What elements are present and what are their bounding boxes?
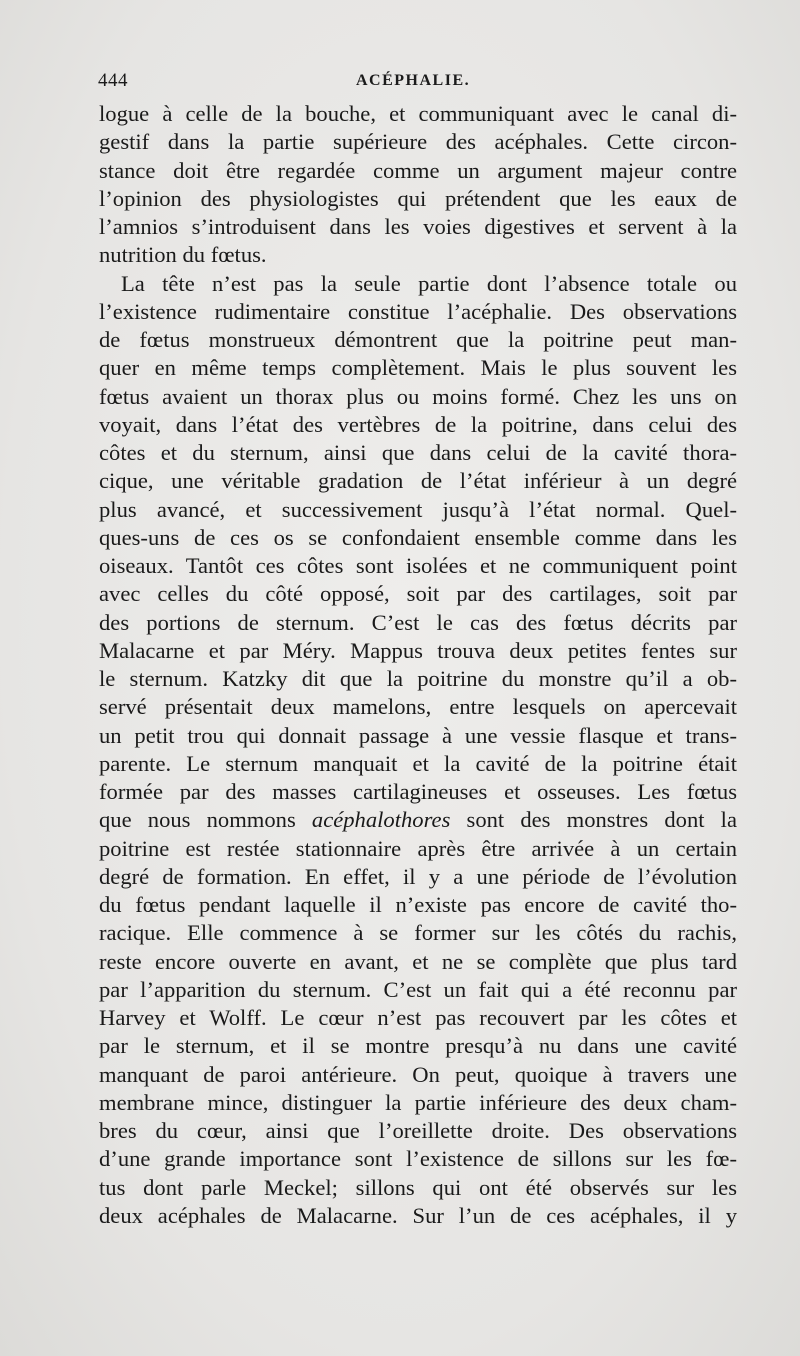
text-line: du fœtus pendant laquelle il n’existe pas encore de cavité tho-	[99, 892, 737, 917]
text-line: par le sternum, et il se montre presqu’à nu dans une cavité	[99, 1033, 737, 1059]
text-line: bres du cœur, ainsi que l’oreillette droite. Des observations	[99, 1118, 737, 1143]
text-line: degré de formation. En effet, il y a une période de l’évolution	[99, 863, 737, 889]
text-line: membrane mince, distinguer la partie inférieure des deux cham-	[99, 1089, 737, 1115]
text-line: cique, une véritable gradation de l’état inférieur à un degré	[99, 468, 737, 494]
text-line: formée par des masses cartilagineuses et osseuses. Les fœtus	[99, 779, 737, 804]
text-line: parente. Le sternum manquait et la cavité de la poitrine était	[99, 750, 737, 776]
text-line: côtes et du sternum, ainsi que dans celui de la cavité thora-	[99, 440, 737, 465]
text-line: que nous nommons acéphalothores sont des monstres dont la	[99, 807, 737, 833]
text-line: l’opinion des physiologistes qui prétendent que les eaux de	[99, 185, 737, 211]
text-line: servé présentait deux mamelons, entre lesquels on apercevait	[99, 694, 737, 720]
text-line: l’amnios s’introduisent dans les voies digestives et servent à la	[99, 214, 737, 239]
text-line: logue à celle de la bouche, et communiquant avec le canal di-	[99, 101, 737, 126]
text-line: un petit trou qui donnait passage à une vessie flasque et trans-	[99, 722, 737, 748]
text-line: racique. Elle commence à se former sur les côtés du rachis,	[99, 920, 737, 946]
page-header	[98, 70, 738, 96]
text-line: d’une grande importance sont l’existence de sillons sur les fœ-	[99, 1146, 737, 1172]
text-line: Malacarne et par Méry. Mappus trouva deux petites fentes sur	[99, 637, 737, 663]
text-line: le sternum. Katzky dit que la poitrine du monstre qu’il a ob-	[99, 666, 737, 691]
text-line: des portions de sternum. C’est le cas des fœtus décrits par	[99, 609, 737, 635]
text-line: gestif dans la partie supérieure des acéphales. Cette circon-	[99, 129, 737, 155]
running-head: ACÉPHALIE.	[356, 72, 471, 89]
page-number: 444	[98, 70, 128, 91]
italic-term: acéphalothores	[311, 807, 451, 833]
text-line: Harvey et Wolff. Le cœur n’est pas recouvert par les côtes et	[99, 1005, 737, 1030]
text-line: voyait, dans l’état des vertèbres de la poitrine, dans celui des	[99, 411, 737, 437]
text-line: l’existence rudimentaire constitue l’acéphalie. Des observations	[99, 298, 737, 324]
body-text	[99, 100, 737, 1230]
text-line: deux acéphales de Malacarne. Sur l’un de ces acéphales, il y	[99, 1202, 737, 1228]
text-line: quer en même temps complètement. Mais le plus souvent les	[99, 355, 737, 381]
text-line: oiseaux. Tantôt ces côtes sont isolées et ne communiquent point	[99, 553, 737, 578]
paragraph-start-line: La tête n’est pas la seule partie dont l’absence totale ou	[121, 270, 737, 296]
text-line: tus dont parle Meckel; sillons qui ont été observés sur les	[99, 1174, 737, 1200]
text-line: nutrition du fœtus.	[99, 242, 267, 268]
text-line: de fœtus monstrueux démontrent que la poitrine peut man-	[99, 327, 737, 352]
text-line: poitrine est restée stationnaire après être arrivée à un certain	[99, 835, 737, 861]
text-line: par l’apparition du sternum. C’est un fait qui a été reconnu par	[99, 976, 737, 1002]
text-line: plus avancé, et successivement jusqu’à l’état normal. Quel-	[99, 496, 737, 522]
text-line: reste encore ouverte en avant, et ne se complète que plus tard	[99, 948, 737, 974]
text-line: ques-uns de ces os se confondaient ensemble comme dans les	[99, 524, 737, 550]
text-line: fœtus avaient un thorax plus ou moins formé. Chez les uns on	[99, 383, 737, 409]
text-line: stance doit être regardée comme un argument majeur contre	[99, 157, 737, 183]
text-line: avec celles du côté opposé, soit par des cartilages, soit par	[99, 581, 737, 607]
text-line: manquant de paroi antérieure. On peut, quoique à travers une	[99, 1061, 737, 1087]
